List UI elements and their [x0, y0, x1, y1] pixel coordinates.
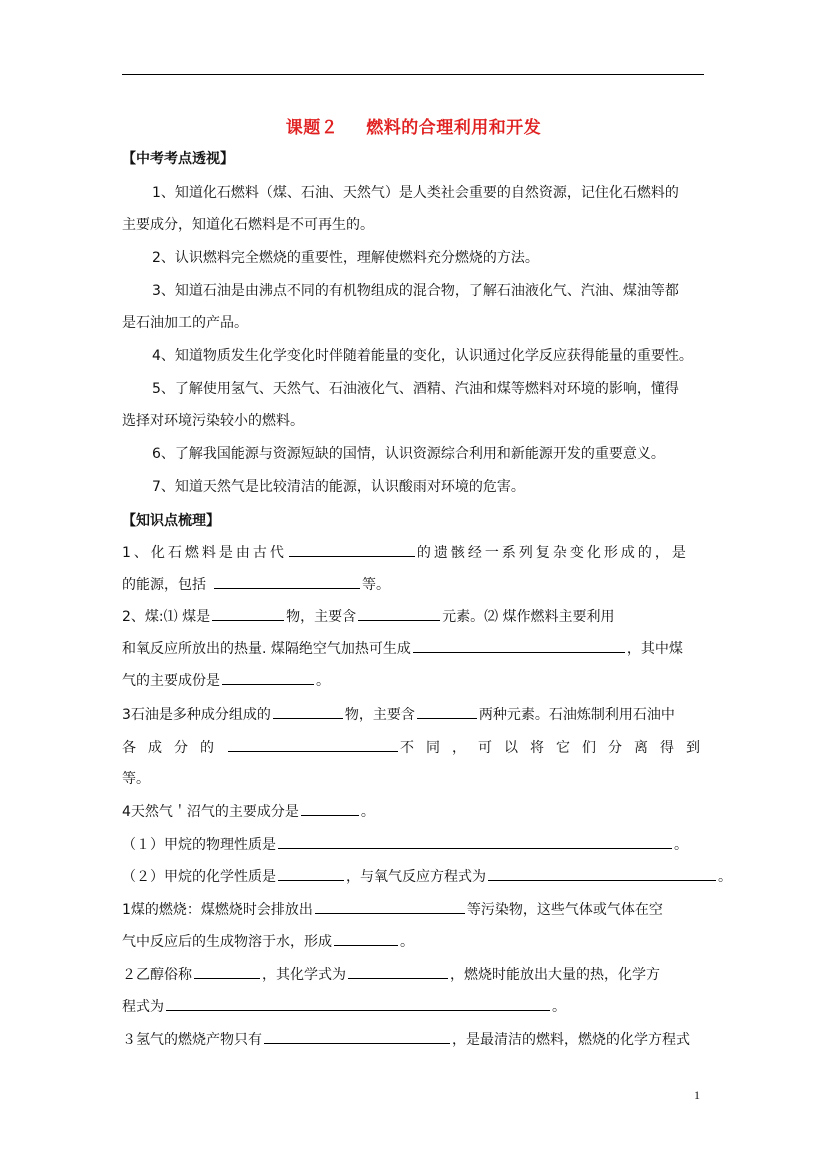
exam-point-1b: 主要成分，知道化石燃料是不可再生的。 — [122, 217, 374, 233]
answer-blank[interactable] — [273, 704, 343, 719]
answer-blank[interactable] — [334, 931, 398, 946]
answer-blank[interactable] — [228, 737, 398, 752]
question-4-line-3: （２）甲烷的化学性质是 ，与氧气反应方程式为 。 — [122, 866, 712, 887]
exam-point-2: 2、认识燃料完全燃烧的重要性，理解使燃料充分燃烧的方法。 — [152, 250, 539, 266]
answer-blank[interactable] — [278, 834, 672, 849]
exam-point-7: 7、知道天然气是比较清洁的能源，认识酸雨对环境的危害。 — [152, 479, 525, 495]
question-2-line-1: 2、煤:⑴ 煤是 物，主要含 元素。⑵ 煤作燃料主要利用 — [122, 606, 712, 627]
question-6-line-2: 程式为 。 — [122, 996, 712, 1017]
answer-blank[interactable] — [166, 996, 550, 1011]
page-number: 1 — [694, 1088, 700, 1102]
section-heading-exam-points: 【中考考点透视】 — [122, 151, 234, 167]
question-6-line-1: ２乙醇俗称 ，其化学式为 ，燃烧时能放出大量的热，化学方 — [122, 964, 712, 985]
exam-point-3b: 是石油加工的产品。 — [122, 315, 248, 331]
answer-blank[interactable] — [214, 574, 360, 589]
question-5-line-2: 气中反应后的生成物溶于水，形成 。 — [122, 931, 712, 952]
question-4-line-2: （１）甲烷的物理性质是 。 — [122, 834, 712, 855]
question-7-line-1: ３氢气的燃烧产物只有 ，是最清洁的燃料，燃烧的化学方程式 — [122, 1029, 712, 1050]
exam-point-3a: 3、知道石油是由沸点不同的有机物组成的混合物，了解石油液化气、汽油、煤油等都 — [152, 283, 679, 299]
question-2-line-2: 和氧反应所放出的热量. 煤隔绝空气加热可生成 ，其中煤 — [122, 638, 712, 659]
answer-blank[interactable] — [488, 866, 716, 881]
answer-blank[interactable] — [413, 638, 625, 653]
question-2-line-3: 气的主要成份是 。 — [122, 670, 712, 691]
page-title — [0, 113, 827, 138]
answer-blank[interactable] — [417, 704, 477, 719]
answer-blank[interactable] — [264, 1029, 450, 1044]
answer-blank[interactable] — [358, 606, 440, 621]
answer-blank[interactable] — [315, 899, 465, 914]
question-3-line-3: 等。 — [122, 771, 150, 787]
exam-point-5a: 5、了解使用氢气、天然气、石油液化气、酒精、汽油和煤等燃料对环境的影响，懂得 — [152, 381, 679, 397]
question-3-line-1: 3石油是多种成分组成的 物，主要含 两种元素。石油炼制利用石油中 — [122, 704, 712, 725]
exam-point-5b: 选择对环境污染较小的燃料。 — [122, 413, 304, 429]
header-rule — [122, 74, 704, 75]
answer-blank[interactable] — [289, 542, 415, 557]
answer-blank[interactable] — [278, 866, 344, 881]
question-1-line-1: 1、化石燃料是由古代 的遗骸经一系列复杂变化形成的，是 — [122, 542, 712, 563]
answer-blank[interactable] — [194, 964, 260, 979]
answer-blank[interactable] — [222, 670, 314, 685]
exam-point-1a: 1、知道化石燃料（煤、石油、天然气）是人类社会重要的自然资源，记住化石燃料的 — [152, 185, 679, 201]
exam-point-6: 6、了解我国能源与资源短缺的国情，认识资源综合利用和新能源开发的重要意义。 — [152, 446, 665, 462]
question-5-line-1: 1煤的燃烧：煤燃烧时会排放出 等污染物，这些气体或气体在空 — [122, 899, 712, 920]
title-prefix: 课题２ — [285, 118, 339, 138]
question-4-line-1: 4天然气＇沼气的主要成分是 。 — [122, 801, 712, 822]
answer-blank[interactable] — [348, 964, 448, 979]
section-heading-knowledge: 【知识点梳理】 — [122, 513, 220, 529]
answer-blank[interactable] — [301, 801, 359, 816]
title-main: 燃料的合理利用和开发 — [366, 118, 542, 138]
question-1-line-2: 的能源，包括 等。 — [122, 574, 712, 595]
question-3-line-2: 各成分的 不同，可以将它们分离得到 — [122, 737, 712, 758]
answer-blank[interactable] — [212, 606, 284, 621]
exam-point-4: 4、知道物质发生化学变化时伴随着能量的变化，认识通过化学反应获得能量的重要性。 — [152, 348, 693, 364]
